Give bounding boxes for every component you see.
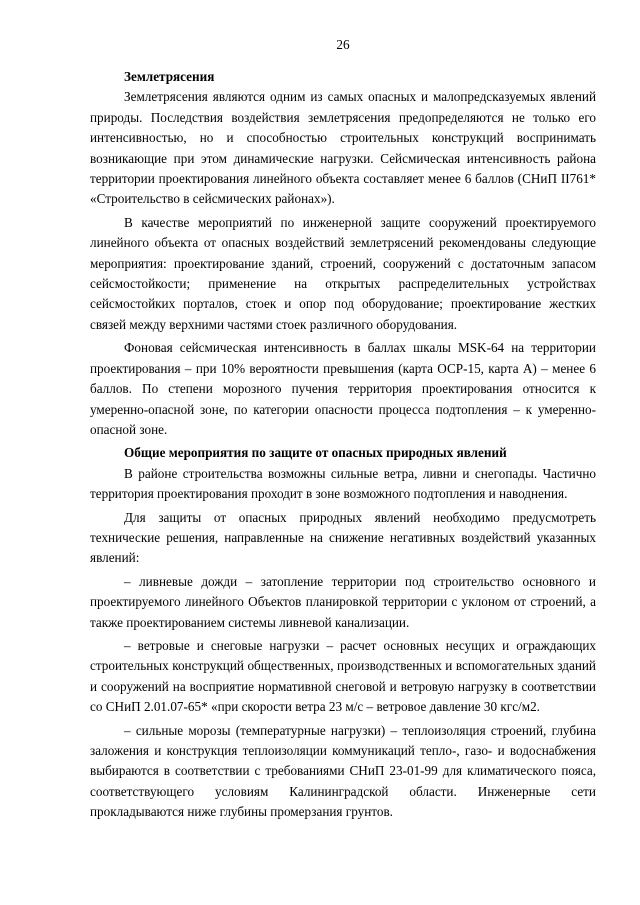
- section-general-measures: [90, 443, 596, 822]
- document-page: [90, 36, 596, 823]
- paragraph: Фоновая сейсмическая интенсивность в баллах шкалы MSK-64 на территории проектирования – при 10% вероятности превышения (карта ОСР-15, карта А) – менее 6 баллов. По степени морозного пучения территория проектирования относится к умеренно-опасной зоне, по категории опасности процесса подтопления – к умеренно-опасной зоне.: [90, 340, 596, 437]
- paragraph: В качестве мероприятий по инженерной защите сооружений проектируемого линейного объекта от опасных воздействий землетрясений рекомендованы следующие мероприятия: проектирование зданий, строений, сооружений с достаточным запасом сейсмостойкости; применение на открытых распределительных устройствах сейсмостойких порталов, стоек и опор под оборудование; проектирование жестких связей между верхними частями стоек различного оборудования.: [90, 214, 596, 332]
- paragraph: В районе строительства возможны сильные ветра, ливни и снегопады. Частично территория проектирования проходит в зоне возможного подтопления и наводнения.: [90, 465, 596, 502]
- paragraph: Для защиты от опасных природных явлений необходимо предусмотреть технические решения, направленные на снижение негативных воздействий указанных явлений:: [90, 509, 596, 566]
- section-heading: Общие мероприятия по защите от опасных природных явлений: [124, 445, 507, 461]
- list-item: – сильные морозы (температурные нагрузки) – теплоизоляция строений, глубина заложения и конструкция теплоизоляции коммуникаций тепло-, газо- и водоснабжения выбираются в соответствии с требованиями СНиП 23-01-99 для климатического пояса, соответствующего условиям Калининградской области. Инженерные сети прокладываются ниже глубины промерзания грунтов.: [90, 722, 596, 820]
- section-earthquakes: [90, 67, 596, 440]
- section-heading: Землетрясения: [124, 69, 215, 84]
- page-number: 26: [336, 37, 350, 52]
- list-item: – ветровые и снеговые нагрузки – расчет основных несущих и ограждающих строительных конструкций общественных, производственных и вспомогательных зданий и сооружений на восприятие нормативной снеговой и ветровую нагрузку в соответствии со СНиП 2.01.07-65* «при скорости ветра 23 м/с – ветровое давление 30 кгс/м2.: [90, 637, 596, 715]
- list-item: – ливневые дожди – затопление территории под строительство основного и проектируемого линейного Объектов планировкой территории с уклоном от строений, а также проектированием системы ливневой канализации.: [90, 573, 596, 630]
- paragraph: Землетрясения являются одним из самых опасных и малопредсказуемых явлений природы. Последствия воздействия землетрясения предопределяются не только его интенсивностью, но и способностью строительных конструкций воспринимать возникающие при этом динамические нагрузки. Сейсмическая интенсивность района территории проектирования линейного объекта составляет менее 6 баллов (СНиП II761* «Строительство в сейсмических районах»).: [90, 89, 596, 207]
